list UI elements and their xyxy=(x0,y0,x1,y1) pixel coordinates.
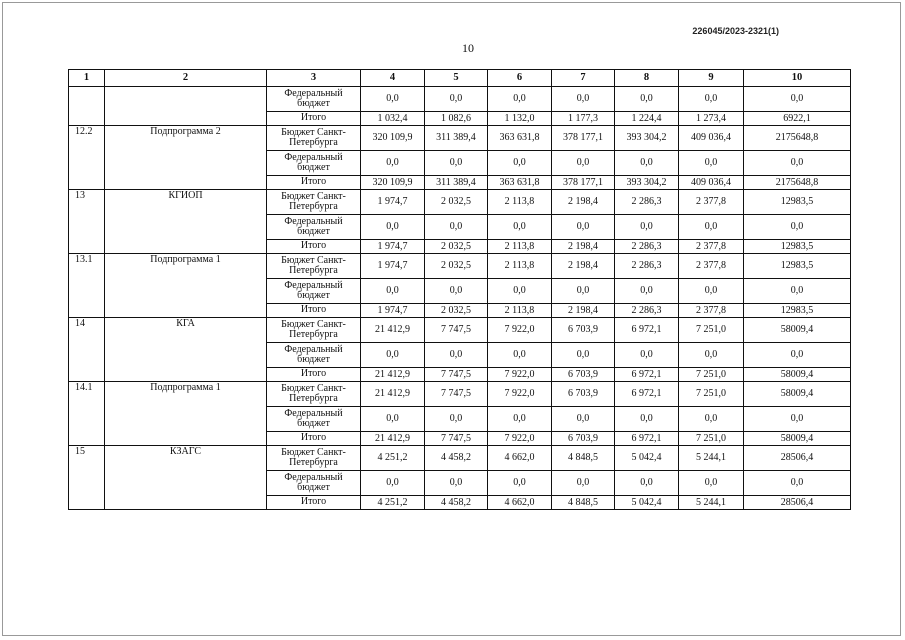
value-cell: 0,0 xyxy=(425,87,488,112)
value-cell: 2 032,5 xyxy=(425,240,488,254)
value-cell: 0,0 xyxy=(615,215,679,240)
value-cell: 2 198,4 xyxy=(552,304,615,318)
value-cell: 0,0 xyxy=(425,343,488,368)
value-cell: 6 703,9 xyxy=(552,432,615,446)
value-cell: 6 972,1 xyxy=(615,432,679,446)
funding-source-cell: Бюджет Санкт-Петербурга xyxy=(267,126,361,151)
total-value-cell: 0,0 xyxy=(744,215,851,240)
value-cell: 2 113,8 xyxy=(488,190,552,215)
value-cell: 0,0 xyxy=(488,471,552,496)
value-cell: 0,0 xyxy=(679,215,744,240)
row-number-cell: 13.1 xyxy=(69,254,105,318)
value-cell: 0,0 xyxy=(615,407,679,432)
value-cell: 0,0 xyxy=(615,471,679,496)
total-value-cell: 12983,5 xyxy=(744,190,851,215)
value-cell: 2 286,3 xyxy=(615,304,679,318)
value-cell: 7 251,0 xyxy=(679,382,744,407)
value-cell: 7 747,5 xyxy=(425,368,488,382)
table-row xyxy=(69,382,851,407)
funding-source-cell: Федеральный бюджет xyxy=(267,471,361,496)
funding-source-cell: Итого xyxy=(267,304,361,318)
value-cell: 2 377,8 xyxy=(679,190,744,215)
value-cell: 7 251,0 xyxy=(679,432,744,446)
total-value-cell: 2175648,8 xyxy=(744,176,851,190)
value-cell: 0,0 xyxy=(488,343,552,368)
budget-table xyxy=(68,69,851,510)
value-cell: 0,0 xyxy=(615,343,679,368)
value-cell: 0,0 xyxy=(552,407,615,432)
total-value-cell: 0,0 xyxy=(744,87,851,112)
value-cell: 5 042,4 xyxy=(615,496,679,510)
value-cell: 2 198,4 xyxy=(552,190,615,215)
value-cell: 393 304,2 xyxy=(615,126,679,151)
value-cell: 2 113,8 xyxy=(488,304,552,318)
column-header: 2 xyxy=(105,70,267,87)
funding-source-cell: Итого xyxy=(267,176,361,190)
value-cell: 2 377,8 xyxy=(679,254,744,279)
value-cell: 1 132,0 xyxy=(488,112,552,126)
total-value-cell: 58009,4 xyxy=(744,318,851,343)
funding-source-cell: Бюджет Санкт-Петербурга xyxy=(267,446,361,471)
value-cell: 7 922,0 xyxy=(488,382,552,407)
value-cell: 0,0 xyxy=(679,151,744,176)
value-cell: 1 082,6 xyxy=(425,112,488,126)
funding-source-cell: Бюджет Санкт-Петербурга xyxy=(267,318,361,343)
funding-source-cell: Итого xyxy=(267,240,361,254)
table-row xyxy=(69,190,851,215)
value-cell: 0,0 xyxy=(679,343,744,368)
value-cell: 0,0 xyxy=(361,407,425,432)
value-cell: 378 177,1 xyxy=(552,126,615,151)
value-cell: 363 631,8 xyxy=(488,126,552,151)
value-cell: 0,0 xyxy=(552,471,615,496)
value-cell: 4 848,5 xyxy=(552,446,615,471)
program-name-cell: КГИОП xyxy=(105,190,267,254)
value-cell: 4 251,2 xyxy=(361,496,425,510)
total-value-cell: 12983,5 xyxy=(744,240,851,254)
total-value-cell: 58009,4 xyxy=(744,368,851,382)
value-cell: 311 389,4 xyxy=(425,126,488,151)
value-cell: 2 113,8 xyxy=(488,254,552,279)
value-cell: 21 412,9 xyxy=(361,382,425,407)
value-cell: 4 662,0 xyxy=(488,446,552,471)
value-cell: 0,0 xyxy=(361,279,425,304)
funding-source-cell: Федеральный бюджет xyxy=(267,279,361,304)
value-cell: 7 747,5 xyxy=(425,318,488,343)
value-cell: 2 198,4 xyxy=(552,240,615,254)
total-value-cell: 2175648,8 xyxy=(744,126,851,151)
column-header: 6 xyxy=(488,70,552,87)
value-cell: 0,0 xyxy=(488,151,552,176)
total-value-cell: 0,0 xyxy=(744,279,851,304)
total-value-cell: 0,0 xyxy=(744,343,851,368)
value-cell: 6 703,9 xyxy=(552,368,615,382)
value-cell: 1 224,4 xyxy=(615,112,679,126)
row-number-cell xyxy=(69,87,105,126)
value-cell: 1 032,4 xyxy=(361,112,425,126)
total-value-cell: 12983,5 xyxy=(744,254,851,279)
value-cell: 0,0 xyxy=(425,215,488,240)
value-cell: 1 974,7 xyxy=(361,240,425,254)
program-name-cell: КЗАГС xyxy=(105,446,267,510)
document-id: 226045/2023-2321(1) xyxy=(692,26,779,36)
value-cell: 7 251,0 xyxy=(679,318,744,343)
total-value-cell: 6922,1 xyxy=(744,112,851,126)
value-cell: 0,0 xyxy=(425,279,488,304)
table-row xyxy=(69,318,851,343)
value-cell: 2 032,5 xyxy=(425,190,488,215)
value-cell: 4 662,0 xyxy=(488,496,552,510)
value-cell: 2 032,5 xyxy=(425,254,488,279)
funding-source-cell: Федеральный бюджет xyxy=(267,87,361,112)
table-row xyxy=(69,126,851,151)
total-value-cell: 0,0 xyxy=(744,407,851,432)
value-cell: 5 244,1 xyxy=(679,496,744,510)
value-cell: 0,0 xyxy=(425,471,488,496)
table-row xyxy=(69,87,851,112)
value-cell: 1 273,4 xyxy=(679,112,744,126)
value-cell: 320 109,9 xyxy=(361,126,425,151)
total-value-cell: 28506,4 xyxy=(744,446,851,471)
column-header: 4 xyxy=(361,70,425,87)
value-cell: 0,0 xyxy=(488,279,552,304)
funding-source-cell: Итого xyxy=(267,368,361,382)
value-cell: 0,0 xyxy=(361,87,425,112)
value-cell: 0,0 xyxy=(552,215,615,240)
table-row xyxy=(69,254,851,279)
value-cell: 0,0 xyxy=(615,87,679,112)
value-cell: 6 703,9 xyxy=(552,382,615,407)
value-cell: 0,0 xyxy=(552,279,615,304)
value-cell: 2 113,8 xyxy=(488,240,552,254)
funding-source-cell: Итого xyxy=(267,496,361,510)
funding-source-cell: Бюджет Санкт-Петербурга xyxy=(267,382,361,407)
value-cell: 409 036,4 xyxy=(679,176,744,190)
value-cell: 0,0 xyxy=(615,151,679,176)
program-name-cell: Подпрограмма 2 xyxy=(105,126,267,190)
value-cell: 7 251,0 xyxy=(679,368,744,382)
row-number-cell: 14 xyxy=(69,318,105,382)
value-cell: 0,0 xyxy=(488,215,552,240)
value-cell: 2 032,5 xyxy=(425,304,488,318)
value-cell: 6 703,9 xyxy=(552,318,615,343)
value-cell: 0,0 xyxy=(425,407,488,432)
funding-source-cell: Федеральный бюджет xyxy=(267,151,361,176)
value-cell: 7 747,5 xyxy=(425,432,488,446)
column-header: 7 xyxy=(552,70,615,87)
value-cell: 6 972,1 xyxy=(615,382,679,407)
value-cell: 2 377,8 xyxy=(679,304,744,318)
total-value-cell: 0,0 xyxy=(744,151,851,176)
value-cell: 378 177,1 xyxy=(552,176,615,190)
value-cell: 4 458,2 xyxy=(425,496,488,510)
funding-source-cell: Бюджет Санкт-Петербурга xyxy=(267,254,361,279)
value-cell: 363 631,8 xyxy=(488,176,552,190)
program-name-cell: Подпрограмма 1 xyxy=(105,382,267,446)
value-cell: 0,0 xyxy=(552,151,615,176)
value-cell: 0,0 xyxy=(615,279,679,304)
funding-source-cell: Итого xyxy=(267,112,361,126)
row-number-cell: 12.2 xyxy=(69,126,105,190)
value-cell: 7 922,0 xyxy=(488,432,552,446)
value-cell: 0,0 xyxy=(361,151,425,176)
value-cell: 4 848,5 xyxy=(552,496,615,510)
value-cell: 2 198,4 xyxy=(552,254,615,279)
value-cell: 1 974,7 xyxy=(361,304,425,318)
value-cell: 6 972,1 xyxy=(615,368,679,382)
value-cell: 1 974,7 xyxy=(361,190,425,215)
value-cell: 4 251,2 xyxy=(361,446,425,471)
value-cell: 0,0 xyxy=(552,87,615,112)
value-cell: 5 042,4 xyxy=(615,446,679,471)
value-cell: 2 286,3 xyxy=(615,240,679,254)
column-header: 9 xyxy=(679,70,744,87)
funding-source-cell: Бюджет Санкт-Петербурга xyxy=(267,190,361,215)
value-cell: 0,0 xyxy=(552,343,615,368)
value-cell: 0,0 xyxy=(488,87,552,112)
value-cell: 0,0 xyxy=(361,471,425,496)
row-number-cell: 15 xyxy=(69,446,105,510)
value-cell: 1 974,7 xyxy=(361,254,425,279)
value-cell: 7 922,0 xyxy=(488,368,552,382)
value-cell: 0,0 xyxy=(361,215,425,240)
value-cell: 5 244,1 xyxy=(679,446,744,471)
value-cell: 2 286,3 xyxy=(615,254,679,279)
value-cell: 7 747,5 xyxy=(425,382,488,407)
table-body xyxy=(69,87,851,510)
column-header: 5 xyxy=(425,70,488,87)
column-header: 3 xyxy=(267,70,361,87)
program-name-cell: Подпрограмма 1 xyxy=(105,254,267,318)
value-cell: 0,0 xyxy=(679,471,744,496)
value-cell: 320 109,9 xyxy=(361,176,425,190)
column-header: 1 xyxy=(69,70,105,87)
row-number-cell: 13 xyxy=(69,190,105,254)
value-cell: 409 036,4 xyxy=(679,126,744,151)
program-name-cell xyxy=(105,87,267,126)
value-cell: 393 304,2 xyxy=(615,176,679,190)
funding-source-cell: Федеральный бюджет xyxy=(267,343,361,368)
value-cell: 0,0 xyxy=(679,407,744,432)
funding-source-cell: Федеральный бюджет xyxy=(267,215,361,240)
funding-source-cell: Федеральный бюджет xyxy=(267,407,361,432)
value-cell: 0,0 xyxy=(361,343,425,368)
table-row xyxy=(69,446,851,471)
value-cell: 21 412,9 xyxy=(361,368,425,382)
header-row xyxy=(69,70,851,87)
column-header: 10 xyxy=(744,70,851,87)
total-value-cell: 28506,4 xyxy=(744,496,851,510)
value-cell: 311 389,4 xyxy=(425,176,488,190)
row-number-cell: 14.1 xyxy=(69,382,105,446)
value-cell: 1 177,3 xyxy=(552,112,615,126)
total-value-cell: 12983,5 xyxy=(744,304,851,318)
value-cell: 0,0 xyxy=(425,151,488,176)
funding-source-cell: Итого xyxy=(267,432,361,446)
value-cell: 2 286,3 xyxy=(615,190,679,215)
value-cell: 0,0 xyxy=(679,87,744,112)
value-cell: 7 922,0 xyxy=(488,318,552,343)
page-number: 10 xyxy=(462,41,474,55)
value-cell: 21 412,9 xyxy=(361,432,425,446)
value-cell: 0,0 xyxy=(679,279,744,304)
program-name-cell: КГА xyxy=(105,318,267,382)
column-header: 8 xyxy=(615,70,679,87)
total-value-cell: 58009,4 xyxy=(744,382,851,407)
value-cell: 4 458,2 xyxy=(425,446,488,471)
value-cell: 0,0 xyxy=(488,407,552,432)
total-value-cell: 0,0 xyxy=(744,471,851,496)
total-value-cell: 58009,4 xyxy=(744,432,851,446)
value-cell: 6 972,1 xyxy=(615,318,679,343)
value-cell: 2 377,8 xyxy=(679,240,744,254)
value-cell: 21 412,9 xyxy=(361,318,425,343)
